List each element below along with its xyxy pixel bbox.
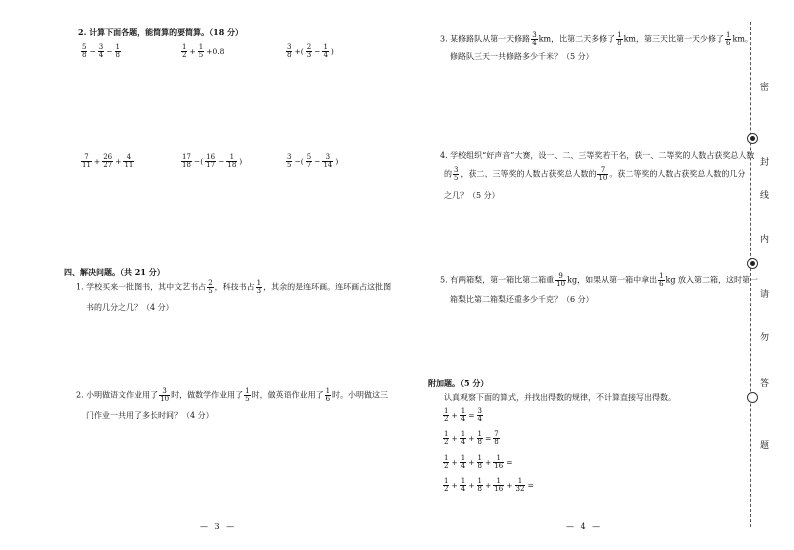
operator: + [451, 411, 458, 420]
fraction: $\frac{1}{32}$ [515, 477, 525, 493]
bonus-expression [442, 455, 514, 470]
q5-text: kg，如果从第一箱中拿出 [567, 275, 658, 285]
calc-expression [80, 44, 122, 59]
operator: + [468, 481, 475, 490]
operator: −( [193, 157, 204, 166]
fraction: $\frac{1}{5}$ [245, 387, 250, 403]
operator: = [527, 481, 534, 490]
q1-text: 1. 学校买来一批图书，其中文艺书占 [76, 282, 207, 292]
fraction: $\frac{3}{4}$ [477, 407, 482, 423]
q3-text: 3. 某修路队从第一天修路 [440, 34, 531, 44]
operator: + [189, 47, 196, 56]
operator: = [506, 458, 513, 467]
fraction: $\frac{1}{4}$ [323, 43, 328, 59]
calc-expression [180, 44, 225, 59]
question-3-line-2: 修路队三天一共修路多少千米？（5 分） [450, 52, 594, 61]
q3-text: km，第三天比第一天少修了 [623, 34, 724, 44]
operator: + [468, 434, 475, 443]
calc-expression [285, 154, 339, 169]
fraction: $\frac{3}{10}$ [160, 387, 170, 403]
fraction: $\frac{7}{10}$ [598, 166, 608, 182]
section-4-title: 四、解决问题。（共 21 分） [64, 267, 165, 277]
seal-char: 答 [760, 379, 770, 389]
q2-text: 时，做英语作业用了 [251, 390, 324, 400]
fraction: $\frac{1}{8}$ [617, 31, 622, 47]
fraction: $\frac{1}{6}$ [659, 272, 664, 288]
operator: + [115, 157, 122, 166]
fraction: $\frac{3}{5}$ [454, 166, 459, 182]
operator: + [451, 458, 458, 467]
fraction: $\frac{1}{2}$ [444, 454, 449, 470]
bonus-instruction: 认真观察下面的算式，并找出得数的规律，不计算直接写出得数。 [444, 393, 676, 402]
operator: − [89, 47, 96, 56]
q4-text: 的 [444, 169, 452, 179]
question-2-line-1 [76, 388, 388, 403]
fraction: $\frac{1}{2}$ [182, 43, 187, 59]
fraction: $\frac{4}{11}$ [124, 153, 134, 169]
bonus-expression [442, 408, 484, 423]
seal-char: 线 [760, 191, 770, 201]
fraction: $\frac{3}{8}$ [287, 43, 292, 59]
fraction: $\frac{3}{14}$ [323, 153, 333, 169]
fraction: $\frac{1}{16}$ [494, 477, 504, 493]
operator: ) [330, 47, 334, 56]
q4-text: 。获二等奖的人数占获奖总人数的几分 [609, 169, 746, 179]
operator: −( [294, 157, 304, 166]
binding-hole-icon [747, 258, 758, 269]
operator: ) [335, 157, 339, 166]
fraction: $\frac{1}{4}$ [460, 477, 466, 493]
fraction: $\frac{1}{8}$ [477, 454, 482, 470]
operator: − [106, 47, 113, 56]
question-4-line-3: 之几？（5 分） [444, 191, 500, 200]
fraction: $\frac{7}{8}$ [494, 430, 499, 446]
operator: − [314, 157, 321, 166]
operator: +( [294, 47, 304, 56]
seal-char: 题 [760, 441, 770, 451]
q2-text: 时，做数学作业用了 [171, 390, 244, 400]
q1-text: ，科技书占 [214, 282, 255, 292]
question-4-line-1: 4. 学校组织“好声音”大赛，设一、二、三等奖若干名，获一、二等奖的人数占获奖总人数 [440, 151, 755, 160]
operator: ) [239, 157, 243, 166]
operator: + [451, 481, 458, 490]
fraction: $\frac{26}{27}$ [103, 153, 113, 169]
page-number: — 4 — [566, 522, 603, 531]
fraction: $\frac{1}{16}$ [494, 454, 504, 470]
operator: + [485, 458, 492, 467]
fraction: $\frac{3}{5}$ [287, 153, 292, 169]
binding-hole-icon [747, 133, 758, 144]
operator: + [468, 458, 475, 467]
q5-text: 5. 有两箱梨，第一箱比第二箱重 [440, 275, 555, 285]
fraction: $\frac{1}{4}$ [460, 407, 466, 423]
fraction: $\frac{7}{11}$ [82, 153, 91, 169]
bonus-title: 附加题。（5 分） [428, 378, 489, 388]
calc-expression [180, 154, 243, 169]
fraction: $\frac{1}{2}$ [444, 477, 449, 493]
q2-text: 2. 小明做语文作业用了 [76, 390, 159, 400]
fraction: $\frac{1}{2}$ [444, 407, 449, 423]
fraction: $\frac{1}{5}$ [198, 43, 204, 59]
seal-char: 勿 [760, 333, 770, 343]
operator: + [506, 481, 513, 490]
seal-char: 请 [760, 290, 770, 300]
fraction: $\frac{1}{4}$ [460, 430, 466, 446]
fraction: $\frac{1}{2}$ [444, 430, 449, 446]
fraction: $\frac{1}{8}$ [477, 430, 482, 446]
calc-expression [80, 154, 135, 169]
fraction: $\frac{1}{4}$ [460, 454, 466, 470]
fraction: $\frac{17}{18}$ [182, 153, 191, 169]
fraction: $\frac{1}{3}$ [256, 279, 262, 295]
fraction: $\frac{1}{8}$ [115, 43, 120, 59]
seal-char: 封 [760, 158, 770, 168]
operator: + [485, 481, 492, 490]
operator: − [314, 47, 321, 56]
operator: = [485, 434, 492, 443]
fraction: $\frac{2}{3}$ [306, 43, 312, 59]
fraction: $\frac{5}{7}$ [306, 153, 312, 169]
binding-hole-icon [747, 392, 758, 403]
q2-text: 时。小明做这三 [332, 390, 389, 400]
q5-text: kg 放入第二箱，这时第一 [665, 275, 759, 285]
question-1-line-2: 书的几分之几？（4 分） [86, 303, 174, 312]
fraction: $\frac{3}{4}$ [98, 43, 104, 59]
q3-text: km，比第二天多修了 [538, 34, 616, 44]
fraction: $\frac{3}{4}$ [532, 31, 537, 47]
seal-dashed-line [750, 22, 751, 527]
calc-expression [285, 44, 335, 59]
question-5-line-2: 箱梨比第二箱梨还重多少千克？（6 分） [450, 295, 594, 304]
fraction: $\frac{16}{17}$ [206, 153, 216, 169]
q4-text: ，获二、三等奖的人数占获奖总人数的 [460, 169, 597, 179]
fraction: $\frac{2}{5}$ [208, 279, 213, 295]
operator: +0.8 [206, 47, 225, 56]
seal-char: 内 [760, 235, 770, 245]
question-3-line-1 [440, 32, 753, 47]
fraction: $\frac{9}{10}$ [556, 272, 566, 288]
fraction: $\frac{1}{8}$ [477, 477, 482, 493]
question-5-line-1 [440, 273, 758, 288]
fraction: $\frac{1}{6}$ [325, 387, 331, 403]
question-2-line-2: 门作业一共用了多长时间？（4 分） [86, 411, 214, 420]
page-number: — 3 — [200, 522, 237, 531]
fraction: $\frac{1}{6}$ [726, 31, 731, 47]
operator: + [451, 434, 458, 443]
question-1-line-1 [76, 280, 391, 295]
seal-char: 密 [760, 83, 770, 93]
fraction: $\frac{5}{8}$ [82, 43, 87, 59]
q2-title: 2. 计算下面各题，能简算的要简算。（18 分） [78, 27, 244, 37]
bonus-expression [442, 478, 535, 493]
bonus-expression [442, 431, 501, 446]
operator: + [93, 157, 101, 166]
q3-text: km。 [732, 34, 753, 44]
fraction: $\frac{1}{18}$ [227, 153, 237, 169]
question-4-line-2 [444, 167, 745, 182]
operator: − [218, 157, 225, 166]
operator: = [468, 411, 475, 420]
q1-text: ，其余的是连环画。连环画占这批图 [263, 282, 392, 292]
